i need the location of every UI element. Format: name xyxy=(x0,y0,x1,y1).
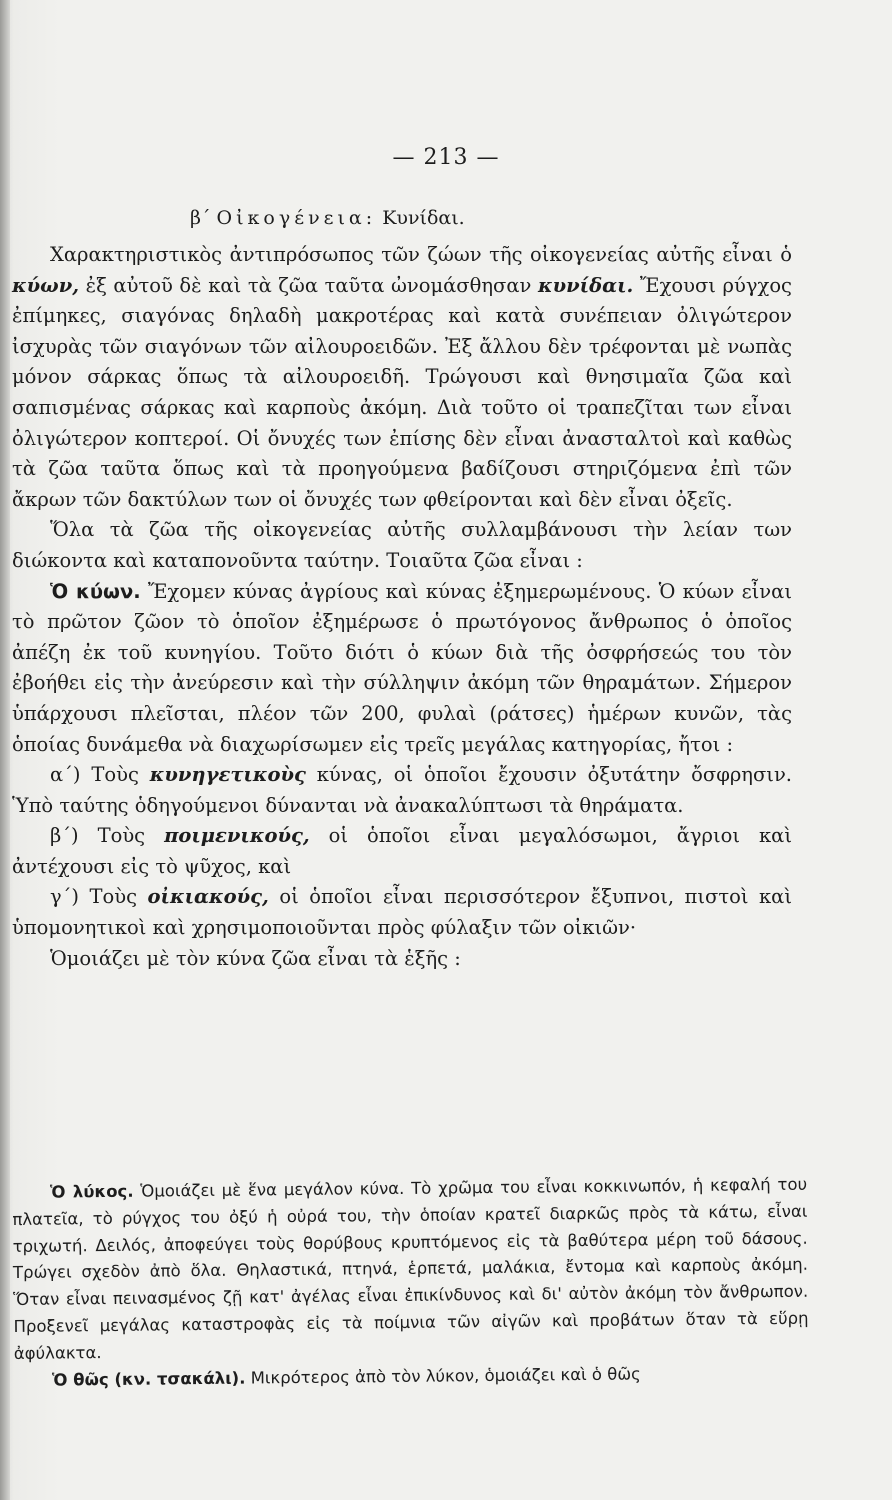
text-run: Ὁμοιάζει μὲ ἕνα μεγάλον κύνα. Τὸ χρῶμα του εἶναι κοκκινωπόν, ἡ κεφαλή του πλατεῖα, τὸ ρύγχος του ὀξύ ἡ οὐρά του, τὴν ὁποίαν κρατεῖ διαρκῶς πρὸς τὰ κάτω, εἶναι τριχωτή. Δειλός, ἀποφεύγει τοὺς θορύβους κρυπτόμενος εἰς τὰ βαθύτερα μέρη τοῦ δάσους. Τρώγει σχεδὸν ἀπὸ ὅλα. Θηλαστικά, πτηνά, ἑρπετά, μαλάκια, ἔντομα καὶ καρποὺς ἀκόμη. Ὅταν εἶναι πεινασμένος ζῇ κατ' ἀγέλας εἶναι ἐπικίνδυνος καὶ δι' αὐτὸν ἀκόμη τὸν ἄνθρωπον. Προξενεῖ μεγάλας καταστροφὰς εἰς τὰ ποίμνια τῶν αἰγῶν καὶ προβάτων ὅταν τὰ εὕρῃ ἀφύλακτα. xyxy=(12,1174,809,1363)
section-heading xyxy=(190,207,465,229)
term-shepherd: ποιμενικούς, xyxy=(164,824,310,848)
paragraph-hunting: Ὅλα τὰ ζῶα τῆς οἰκογενείας αὐτῆς συλλαμβάνουσι τὴν λείαν των διώκοντα καὶ καταπονοῦντα ταύτην. Τοιαῦτα ζῶα εἶναι : xyxy=(12,518,792,572)
species-wolf: Ὁ λύκος. xyxy=(50,1181,134,1202)
term-house: οἰκιακούς, xyxy=(147,885,269,909)
paragraph-similar: Ὁμοιάζει μὲ τὸν κύνα ζῶα εἶναι τὰ ἑξῆς : xyxy=(50,946,461,970)
term-kyon: κύων, xyxy=(12,273,80,297)
heading-name: Κυνίδαι. xyxy=(382,207,465,229)
paragraph-wolf xyxy=(12,1172,809,1368)
species-jackal: Ὁ θῶς (κν. τσακάλι). xyxy=(51,1368,246,1390)
text-run: οἱ ὁποῖοι εἶναι περισσότερον ἔξυπνοι, πιστοὶ καὶ ὑπομονητικοὶ καὶ χρησιμοποιοῦνται πρὸς φύλαξιν τῶν οἰκιῶν· xyxy=(12,885,792,940)
binding-gutter xyxy=(0,0,10,1500)
text-run: ἐξ αὐτοῦ δὲ καὶ τὰ ζῶα ταῦτα ὠνομάσθησαν xyxy=(79,273,538,297)
small-print-text xyxy=(12,1172,809,1395)
heading-prefix: β΄ xyxy=(190,207,211,229)
text-run: κύνας, οἱ ὁποῖοι ἔχουσιν ὀξυτάτην ὄσφρησιν. Ὑπὸ ταύτης ὁδηγούμενοι δύνανται νὰ ἀνακαλύπτωσι τὰ θηράματα. xyxy=(12,763,792,817)
heading-family: Οἰκογένεια: xyxy=(216,207,377,229)
list-item-shepherd-dogs xyxy=(12,821,792,882)
species-dog: Ὁ κύων. xyxy=(50,579,141,603)
term-kynidai: κυνίδαι. xyxy=(537,273,634,297)
text-run: οἱ ὁποῖοι εἶναι μεγαλόσωμοι, ἄγριοι καὶ ἀντέχουσι εἰς τὸ ψῦχος, καὶ xyxy=(12,824,792,878)
paragraph-intro xyxy=(12,240,792,515)
term-hunting: κυνηγετικοὺς xyxy=(149,763,306,787)
paragraph-dog xyxy=(12,577,792,761)
text-run: Χαρακτηριστικὸς ἀντιπρόσωπος τῶν ζώων τῆς οἰκογενείας αὐτῆς εἶναι ὁ xyxy=(50,243,792,266)
text-run: α΄) Τοὺς xyxy=(50,763,150,787)
text-run: β΄) Τοὺς xyxy=(50,824,165,848)
main-text xyxy=(12,240,792,974)
text-run: γ΄) Τοὺς xyxy=(50,885,148,909)
text-run: Μικρότερος ἀπὸ τὸν λύκον, ὁμοιάζει καὶ ὁ θῶς xyxy=(245,1364,641,1388)
list-item-house-dogs xyxy=(12,882,792,943)
list-item-hunting-dogs xyxy=(12,760,792,821)
text-run: Ἔχουσι ρύγχος ἐπίμηκες, σιαγόνας δηλαδὴ μακροτέρας καὶ κατὰ συνέπειαν ὀλιγώτερον ἰσχυρὰς τῶν σιαγόνων τῶν αἰλουροειδῶν. Ἐξ ἄλλου δὲν τρέφονται μὲ νωπὰς μόνον σάρκας ὅπως τὰ αἰλουροειδῆ. Τρώγουσι καὶ θνησιμαῖα ζῶα καὶ σαπισμένας σάρκας καὶ καρποὺς ἀκόμη. Διὰ τοῦτο οἱ τραπεζῖται των εἶναι ὀλιγώτερον κοπτεροί. Οἱ ὄνυχές των ἐπίσης δὲν εἶναι ἀνασταλτοὶ καὶ καθὼς τὰ ζῶα ταῦτα ὅπως καὶ τὰ προηγούμενα βαδίζουσι στηριζόμενα ἐπὶ τῶν ἄκρων τῶν δακτύλων των οἱ ὄνυχές των φθείρονται καὶ δὲν εἶναι ὀξεῖς. xyxy=(12,273,792,511)
text-run: Ἔχομεν κύνας ἀγρίους καὶ κύνας ἐξημερωμένους. Ὁ κύων εἶναι τὸ πρῶτον ζῶον τὸ ὁποῖον ἐξημέρωσε ὁ πρωτόγονος ἄνθρωπος ὁ ὁποῖος ἀπέζη ἐκ τοῦ κυνηγίου. Τοῦτο διότι ὁ κύων διὰ τῆς ὀσφρήσεώς του τὸν ἐβοήθει εἰς τὴν ἀνεύρεσιν καὶ τὴν σύλληψιν ἀκόμη τῶν θηραμάτων. Σήμερον ὑπάρχουσι πλεῖσται, πλέον τῶν 200, φυλαὶ (ράτσες) ἡμέρων κυνῶν, τὰς ὁποίας δυνάμεθα νὰ διαχωρίσωμεν εἰς τρεῖς μεγάλας κατηγορίας, ἤτοι : xyxy=(12,579,792,756)
page-number: — 213 — xyxy=(392,145,500,170)
